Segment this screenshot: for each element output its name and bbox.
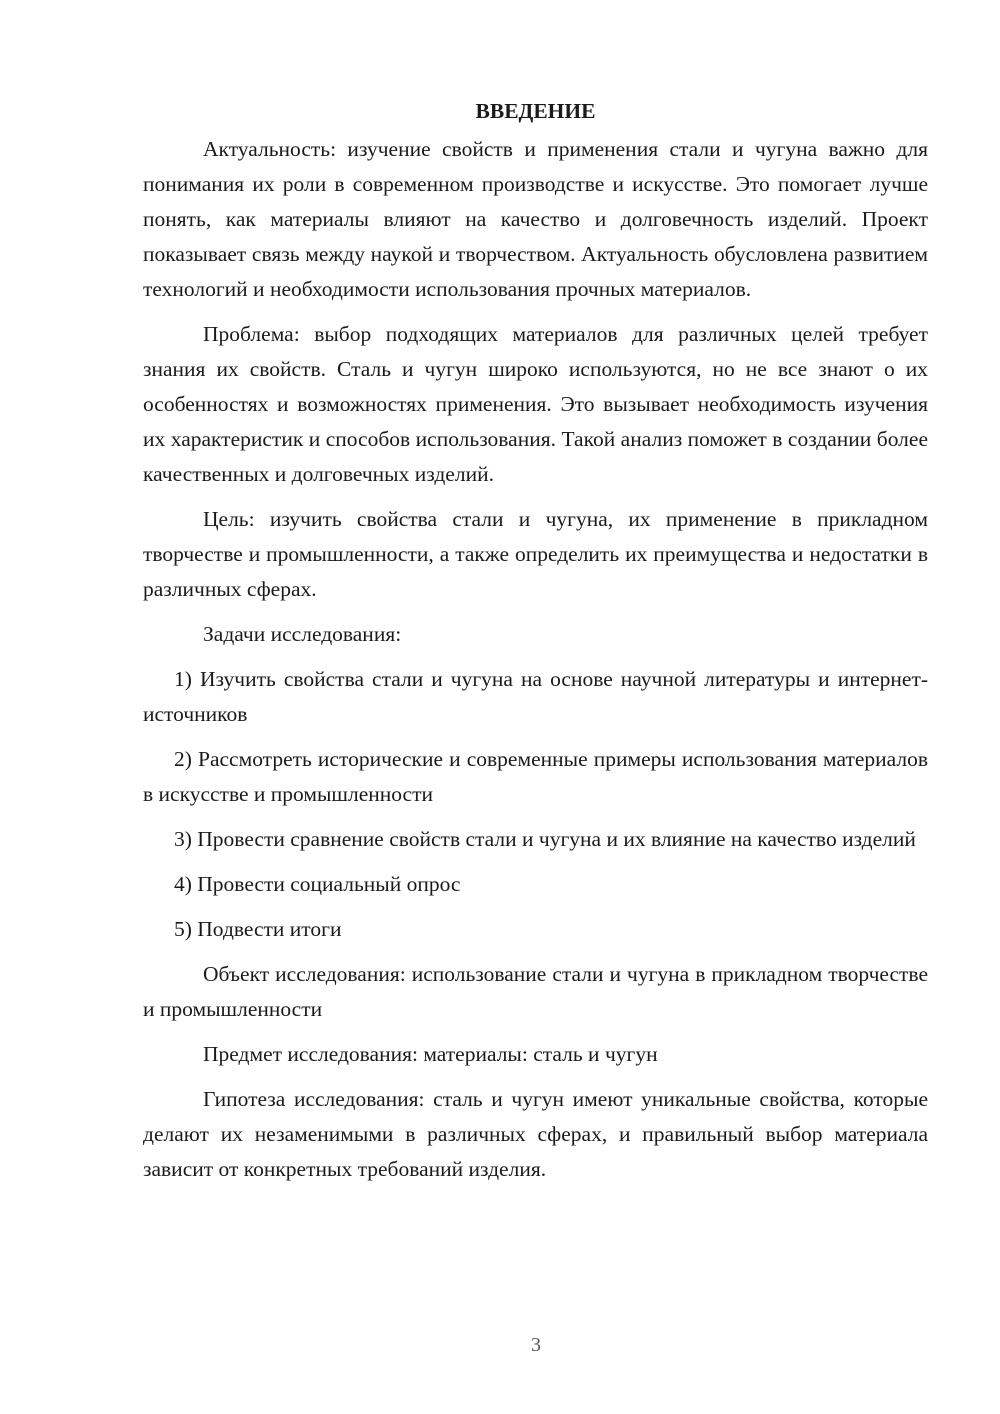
goal-paragraph: Цель: изучить свойства стали и чугуна, их применение в прикладном творчестве и промышленности, а также определить их преимущества и недостатки в различных сферах.: [143, 507, 928, 601]
task-item: 1) Изучить свойства стали и чугуна на основе научной литературы и интернет-источников: [143, 667, 928, 726]
hypothesis-paragraph: Гипотеза исследования: сталь и чугун имеют уникальные свойства, которые делают их незаменимыми в различных сферах, и правильный выбор материала зависит от конкретных требований изделия.: [143, 1087, 928, 1181]
task-item: 3) Провести сравнение свойств стали и чугуна и их влияние на качество изделий: [174, 827, 916, 851]
task-item: 5) Подвести итоги: [174, 917, 342, 941]
task-item: 4) Провести социальный опрос: [174, 872, 461, 896]
page-number: 3: [531, 1334, 541, 1356]
task-item: 2) Рассмотреть исторические и современные примеры использования материалов в искусстве и промышленности: [143, 747, 928, 806]
section-title: ВВЕДЕНИЕ: [475, 99, 596, 123]
relevance-paragraph: Актуальность: изучение свойств и применения стали и чугуна важно для понимания их роли в современном производстве и искусстве. Это помогает лучше понять, как материалы влияют на качество и долговечность изделий. Проект показывает связь между наукой и творчеством. Актуальность обусловлена развитием технологий и необходимости использования прочных материалов.: [143, 137, 928, 301]
object-paragraph: Объект исследования: использование стали и чугуна в прикладном творчестве и промышленности: [143, 962, 928, 1021]
tasks-heading: Задачи исследования:: [203, 622, 402, 646]
document-page: [143, 96, 928, 1197]
subject-paragraph: Предмет исследования: материалы: сталь и чугун: [203, 1042, 658, 1066]
problem-paragraph: Проблема: выбор подходящих материалов для различных целей требует знания их свойств. Сталь и чугун широко используются, но не все знают о их особенностях и возможностях применения. Это вызывает необходимость изучения их характеристик и способов использования. Такой анализ поможет в создании более качественных и долговечных изделий.: [143, 322, 928, 486]
